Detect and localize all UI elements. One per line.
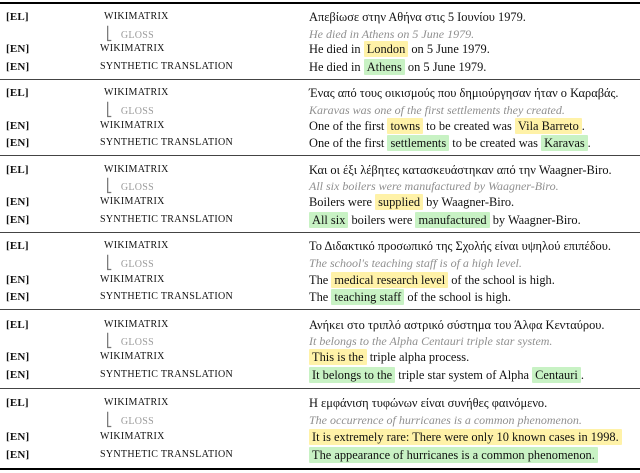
bottom-rule — [0, 468, 640, 470]
highlight-span: manufactured — [415, 212, 489, 228]
gloss-sentence: It belongs to the Alpha Centauri triple star system. — [309, 334, 553, 348]
lang-tag: [EN] — [6, 369, 30, 381]
gloss-sentence: He died in Athens on 5 June 1979. — [309, 27, 475, 41]
source-label: WIKIMATRIX — [104, 164, 169, 175]
gloss-sentence: The occurrence of hurricanes is a common phenomenon. — [309, 413, 582, 427]
source-label: WIKIMATRIX — [100, 431, 165, 442]
wikimatrix-sentence: Boilers were supplied by Waagner-Biro. — [309, 195, 515, 209]
highlight-span: teaching staff — [331, 289, 404, 305]
hook-icon: ⎣ — [106, 255, 113, 270]
hook-icon: ⎣ — [106, 333, 113, 348]
source-label: GLOSS — [120, 337, 154, 348]
greek-sentence: Η εμφάνιση τυφώνων είναι συνήθες φαινόμενο. — [309, 396, 548, 410]
source-label: WIKIMATRIX — [100, 120, 165, 131]
lang-tag: [EL] — [6, 164, 29, 176]
source-label: SYNTHETIC TRANSLATION — [100, 137, 234, 148]
wikimatrix-row — [0, 193, 640, 211]
lang-tag: [EN] — [6, 61, 30, 73]
source-label: WIKIMATRIX — [104, 87, 169, 98]
source-label: WIKIMATRIX — [104, 11, 169, 22]
wikimatrix-sentence — [309, 428, 622, 446]
synthetic-sentence: All six boilers were manufactured by Waagner-Biro. — [309, 211, 581, 229]
highlight-span: This is the — [309, 349, 367, 365]
lang-tag: [EL] — [6, 11, 29, 23]
lang-tag: [EN] — [6, 43, 30, 55]
hook-icon: ⎣ — [106, 26, 113, 41]
source-label: GLOSS — [120, 106, 154, 117]
highlight-span: Karavas — [541, 135, 588, 151]
lang-tag: [EN] — [6, 449, 30, 461]
source-label: SYNTHETIC TRANSLATION — [100, 449, 234, 460]
source-label: WIKIMATRIX — [104, 319, 169, 330]
source-label: SYNTHETIC TRANSLATION — [100, 214, 234, 225]
gloss-sentence: Karavas was one of the first settlements they created. — [309, 103, 565, 117]
divider — [0, 232, 640, 233]
lang-tag: [EN] — [6, 351, 30, 363]
synthetic-row — [0, 58, 640, 76]
gloss-sentence: All six boilers were manufactured by Waagner-Biro. — [309, 179, 559, 193]
gloss-sentence: The school's teaching staff is of a high level. — [309, 256, 522, 270]
gloss-row — [0, 411, 640, 429]
synthetic-row — [0, 134, 640, 152]
synthetic-sentence: The teaching staff of the school is high. — [309, 290, 511, 304]
divider — [0, 388, 640, 389]
wikimatrix-sentence: One of the first towns to be created was Vila Barreto . — [309, 119, 585, 133]
lang-tag: [EL] — [6, 87, 29, 99]
lang-tag: [EL] — [6, 240, 29, 252]
greek-row — [0, 237, 640, 255]
greek-sentence: Απεβίωσε στην Αθήνα στις 5 Ιουνίου 1979. — [309, 10, 526, 24]
highlight-span: The appearance of hurricanes is a common phenomenon. — [309, 447, 598, 463]
highlight-span: All six — [309, 212, 348, 228]
synthetic-sentence: It belongs to the triple star system of Alpha Centauri . — [309, 366, 584, 384]
source-label: WIKIMATRIX — [100, 43, 165, 54]
highlight-span: It belongs to the — [309, 367, 395, 383]
greek-sentence: Ένας από τους οικισμούς που δημιούργησαν ήταν ο Καραβάς. — [309, 86, 619, 100]
top-rule — [0, 2, 640, 4]
lang-tag: [EN] — [6, 137, 30, 149]
highlight-span: Centauri — [532, 367, 581, 383]
divider — [0, 309, 640, 310]
source-label: SYNTHETIC TRANSLATION — [100, 291, 234, 302]
source-label: WIKIMATRIX — [100, 274, 165, 285]
divider — [0, 155, 640, 156]
synthetic-sentence — [309, 446, 598, 464]
wikimatrix-sentence: He died in London on 5 June 1979. — [309, 42, 490, 56]
source-label: WIKIMATRIX — [104, 397, 169, 408]
source-label: WIKIMATRIX — [100, 196, 165, 207]
highlight-span: Athens — [364, 59, 405, 75]
wikimatrix-sentence: This is the triple alpha process. — [309, 348, 469, 366]
wikimatrix-row — [0, 117, 640, 135]
source-label: WIKIMATRIX — [104, 240, 169, 251]
lang-tag: [EN] — [6, 274, 30, 286]
source-label: GLOSS — [120, 182, 154, 193]
synthetic-row — [0, 366, 640, 384]
wikimatrix-sentence: The medical research level of the school is high. — [309, 273, 555, 287]
greek-row — [0, 8, 640, 26]
highlight-span: supplied — [375, 194, 423, 210]
divider — [0, 79, 640, 80]
lang-tag: [EN] — [6, 214, 30, 226]
greek-sentence: Ανήκει στο τριπλό αστρικό σύστημα του Άλφα Κενταύρου. — [309, 318, 605, 332]
wikimatrix-row — [0, 428, 640, 446]
synthetic-row — [0, 288, 640, 306]
lang-tag: [EN] — [6, 431, 30, 443]
wikimatrix-row — [0, 271, 640, 289]
source-label: SYNTHETIC TRANSLATION — [100, 61, 234, 72]
source-label: WIKIMATRIX — [100, 351, 165, 362]
lang-tag: [EN] — [6, 196, 30, 208]
wikimatrix-row — [0, 348, 640, 366]
highlight-span: Vila Barreto — [515, 118, 582, 134]
hook-icon: ⎣ — [106, 412, 113, 427]
hook-icon: ⎣ — [106, 102, 113, 117]
lang-tag: [EN] — [6, 291, 30, 303]
greek-row — [0, 394, 640, 412]
source-label: GLOSS — [120, 30, 154, 41]
highlight-span: medical research level — [331, 272, 448, 288]
highlight-span: towns — [387, 118, 423, 134]
synthetic-row — [0, 446, 640, 464]
synthetic-row — [0, 211, 640, 229]
lang-tag: [EL] — [6, 397, 29, 409]
highlight-span: London — [364, 41, 409, 57]
highlight-span: It is extremely rare: There were only 10 known cases in 1998. — [309, 429, 622, 445]
highlight-span: settlements — [387, 135, 449, 151]
greek-row — [0, 84, 640, 102]
hook-icon: ⎣ — [106, 178, 113, 193]
lang-tag: [EN] — [6, 120, 30, 132]
source-label: GLOSS — [120, 416, 154, 427]
greek-sentence: Το Διδακτικό προσωπικό της Σχολής είναι υψηλού επιπέδου. — [309, 239, 611, 253]
synthetic-sentence: He died in Athens on 5 June 1979. — [309, 60, 487, 74]
wikimatrix-row — [0, 40, 640, 58]
synthetic-sentence: One of the first settlements to be created was Karavas . — [309, 136, 591, 150]
source-label: GLOSS — [120, 259, 154, 270]
greek-sentence: Και οι έξι λέβητες κατασκευάστηκαν από την Waagner-Biro. — [309, 163, 612, 177]
gloss-row — [0, 254, 640, 272]
lang-tag: [EL] — [6, 319, 29, 331]
source-label: SYNTHETIC TRANSLATION — [100, 369, 234, 380]
